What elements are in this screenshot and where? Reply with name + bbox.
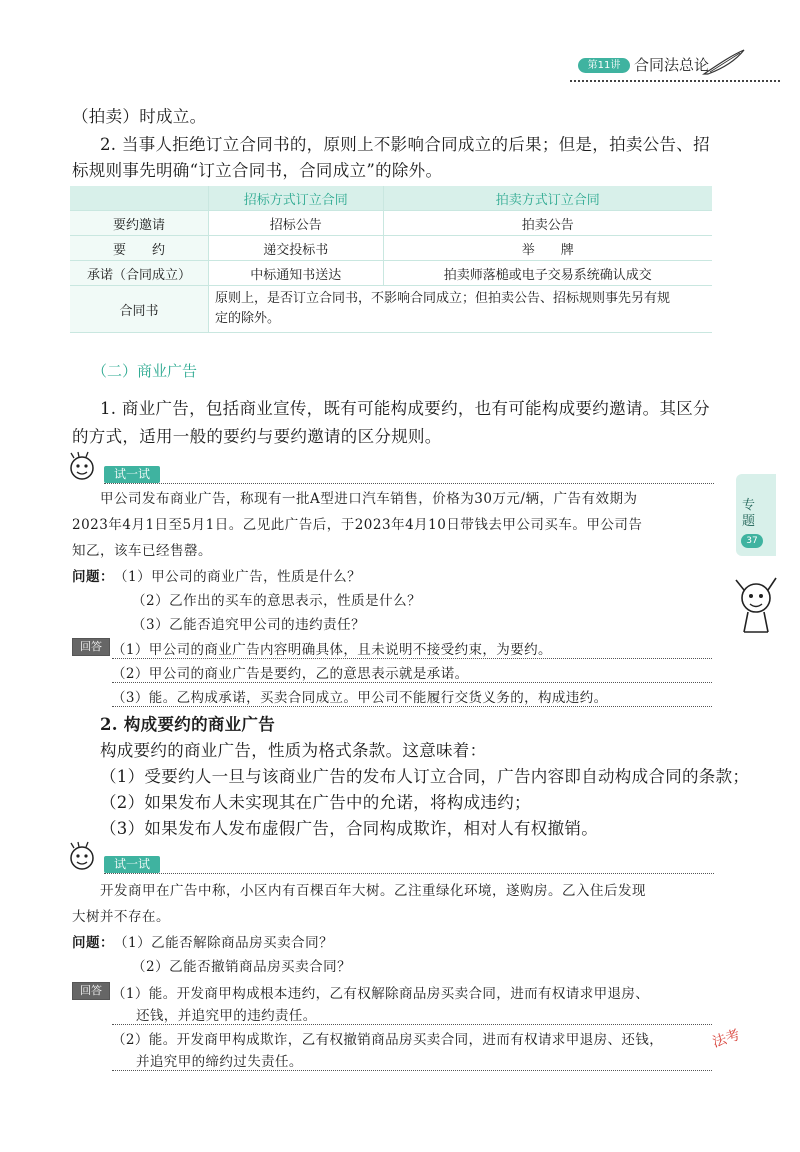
merged-cell-line: 定的除外。 bbox=[215, 311, 281, 326]
table-row-head: 合同书 bbox=[70, 286, 209, 333]
case-line: 大树并不存在。 bbox=[72, 909, 170, 925]
answer-tag: 回答 bbox=[72, 982, 110, 1000]
cheering-mascot-icon bbox=[728, 574, 784, 640]
table-cell: 拍卖公告 bbox=[383, 211, 712, 236]
table-row bbox=[70, 211, 712, 236]
comparison-table bbox=[70, 186, 712, 333]
stamp-mark: 法考 bbox=[710, 1027, 743, 1051]
table-header-cell: 招标方式订立合同 bbox=[209, 186, 384, 211]
answer-item: （2）能。开发商甲构成欺诈，乙有权撤销商品房买卖合同，进而有权请求甲退房、还钱， bbox=[112, 1032, 664, 1048]
try-it-tag: 试一试 bbox=[104, 856, 160, 873]
chapter-title: 合同法总论 bbox=[634, 56, 710, 74]
answer-divider bbox=[112, 706, 712, 707]
list-item: （1）受要约人一旦与该商业广告的发布人订立合同，广告内容即自动构成合同的条款； bbox=[100, 767, 750, 786]
table-cell: 递交投标书 bbox=[209, 236, 384, 261]
subsection-title: 2. 构成要约的商业广告 bbox=[100, 715, 276, 734]
try-divider bbox=[104, 873, 714, 874]
side-tab-number: 37 bbox=[741, 534, 763, 548]
answer-tag: 回答 bbox=[72, 638, 110, 656]
feather-icon bbox=[702, 48, 746, 76]
merged-cell-line: 原则上，是否订立合同书，不影响合同成立；但拍卖公告、招标规则事先另有规 bbox=[215, 291, 671, 306]
table-row bbox=[70, 261, 712, 286]
mascot-icon bbox=[66, 450, 102, 484]
table-cell: 中标通知书送达 bbox=[209, 261, 384, 286]
subsection-intro: 构成要约的商业广告，性质为格式条款。这意味着： bbox=[100, 741, 487, 760]
list-item: （3）如果发布人发布虚假广告，合同构成欺诈，相对人有权撤销。 bbox=[100, 819, 598, 838]
list-item: （2）如果发布人未实现其在广告中的允诺，将构成违约； bbox=[100, 793, 531, 812]
case-line: 开发商甲在广告中称，小区内有百棵百年大树。乙注重绿化环境，遂购房。乙入住后发现 bbox=[100, 883, 646, 899]
answer-divider bbox=[112, 658, 712, 659]
lecture-badge: 第11讲 bbox=[578, 58, 630, 73]
question-item: （2）乙能否撤销商品房买卖合同？ bbox=[132, 959, 352, 975]
table-header-cell: 拍卖方式订立合同 bbox=[383, 186, 712, 211]
section2-para-line2: 的方式，适用一般的要约与要约邀请的区分规则。 bbox=[72, 427, 442, 446]
header-divider bbox=[570, 80, 780, 82]
section2-para-line1: 1. 商业广告，包括商业宣传，既有可能构成要约，也有可能构成要约邀请。其区分 bbox=[100, 399, 710, 418]
table-header-cell bbox=[70, 186, 209, 211]
intro-line: （拍卖）时成立。 bbox=[72, 107, 207, 126]
table-row-head: 承诺（合同成立） bbox=[70, 261, 209, 286]
answer-item: （3）能。乙构成承诺，买卖合同成立。甲公司不能履行交货义务的，构成违约。 bbox=[112, 690, 608, 706]
question-item: （3）乙能否追究甲公司的违约责任？ bbox=[132, 617, 366, 633]
case-line: 知乙，该车已经售罄。 bbox=[72, 543, 212, 559]
intro-para2-line1: 2. 当事人拒绝订立合同书的，原则上不影响合同成立的后果；但是，拍卖公告、招 bbox=[100, 135, 710, 154]
table-cell: 拍卖师落槌或电子交易系统确认成交 bbox=[383, 261, 712, 286]
table-header-row bbox=[70, 186, 712, 211]
question-item: （2）乙作出的买车的意思表示，性质是什么？ bbox=[132, 593, 422, 609]
table-cell: 招标公告 bbox=[209, 211, 384, 236]
answer-item: （1）甲公司的商业广告内容明确具体，且未说明不接受约束，为要约。 bbox=[112, 642, 552, 658]
answer-divider bbox=[112, 1070, 712, 1071]
question-item: （1）甲公司的商业广告，性质是什么？ bbox=[114, 569, 362, 585]
case-line: 甲公司发布商业广告，称现有一批A型进口汽车销售，价格为30万元/辆，广告有效期为 bbox=[100, 491, 638, 507]
answer-divider bbox=[112, 682, 712, 683]
answer-divider bbox=[112, 1024, 712, 1025]
question-label: 问题： bbox=[72, 569, 114, 585]
table-row-head: 要约邀请 bbox=[70, 211, 209, 236]
table-row bbox=[70, 286, 712, 333]
intro-para2-line2: 标规则事先明确“订立合同书，合同成立”的除外。 bbox=[72, 161, 443, 180]
answer-item: （2）甲公司的商业广告是要约，乙的意思表示就是承诺。 bbox=[112, 666, 469, 682]
try-divider bbox=[104, 483, 714, 484]
question-item: （1）乙能否解除商品房买卖合同？ bbox=[114, 935, 334, 951]
answer-item-cont: 并追究甲的缔约过失责任。 bbox=[136, 1054, 303, 1070]
side-tab-label: 专题 bbox=[742, 498, 756, 529]
table-row-head: 要 约 bbox=[70, 236, 209, 261]
case-line: 2023年4月1日至5月1日。乙见此广告后，于2023年4月10日带钱去甲公司买车。甲公司告 bbox=[72, 517, 643, 533]
answer-item: （1）能。开发商甲构成根本违约，乙有权解除商品房买卖合同，进而有权请求甲退房、 bbox=[112, 986, 650, 1002]
table-merged-cell bbox=[209, 286, 713, 333]
table-row bbox=[70, 236, 712, 261]
section-title: （二）商业广告 bbox=[92, 362, 198, 380]
question-label: 问题： bbox=[72, 935, 114, 951]
mascot-icon bbox=[66, 840, 102, 874]
answer-item-cont: 还钱，并追究甲的违约责任。 bbox=[136, 1008, 317, 1024]
try-it-tag: 试一试 bbox=[104, 466, 160, 483]
table-cell: 举 牌 bbox=[383, 236, 712, 261]
